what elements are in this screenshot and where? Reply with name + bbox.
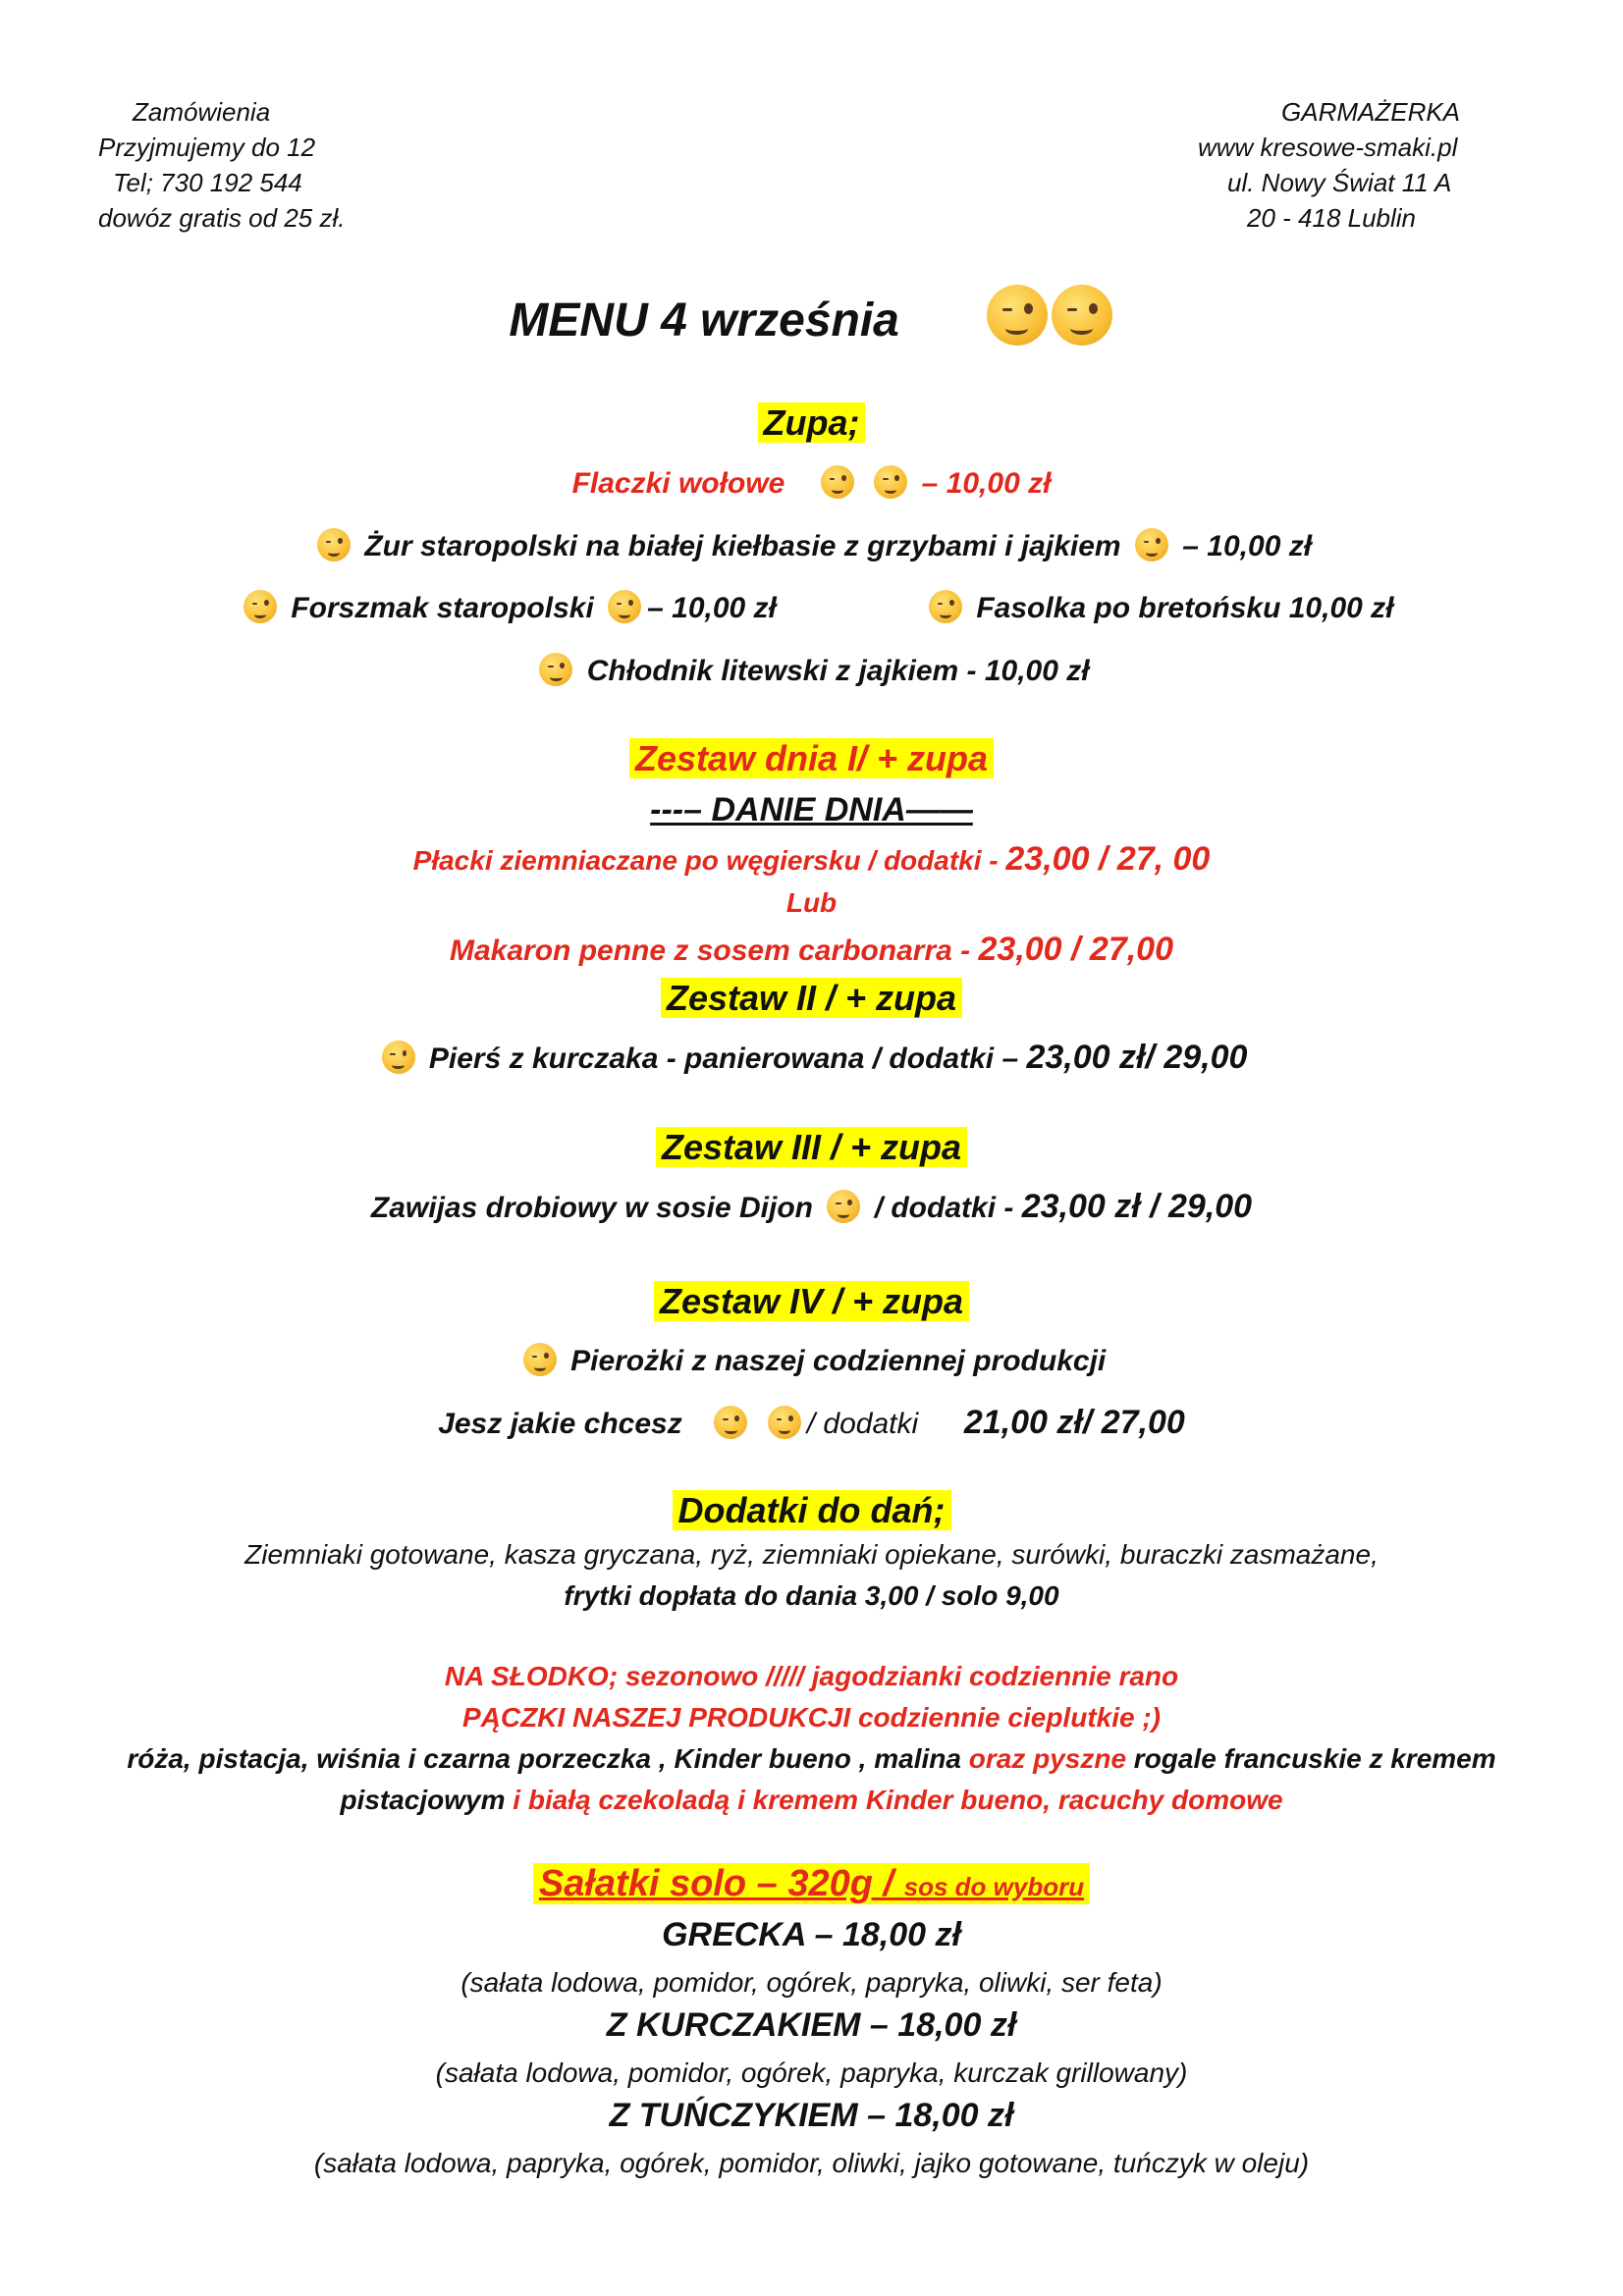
salad-3-name: Z TUŃCZYKIEM – 18,00 zł: [609, 2097, 1014, 2134]
header-left-line4: dowóz gratis od 25 zł.: [98, 203, 346, 233]
sweet-line-3-a: róża, pistacja, wiśnia i czarna porzeczka , Kinder bueno , malina: [127, 1743, 969, 1774]
set2-heading-row: [0, 978, 1623, 1019]
set3-dish: [0, 1188, 1623, 1226]
salads-heading-row: [0, 1863, 1623, 1905]
salads-heading-small: sos do wyboru: [903, 1872, 1085, 1901]
set1-heading: Zestaw dnia I/ + zupa: [629, 738, 994, 778]
sides-heading: Dodatki do dań;: [673, 1490, 951, 1530]
header-right-line1: GARMAŻERKA: [1281, 97, 1461, 127]
salads-heading-main: Sałatki solo – 320g /: [538, 1863, 904, 1904]
salad-1-desc: (sałata lodowa, pomidor, ogórek, papryka, oliwki, ser feta): [460, 1967, 1163, 1998]
soup-item-1-price: – 10,00 zł: [921, 467, 1052, 500]
header-left-phone: Tel; 730 192 544: [113, 168, 302, 197]
set4-heading: Zestaw IV / + zupa: [654, 1281, 969, 1321]
set3-dish-name: Zawijas drobiowy w sosie Dijon: [370, 1192, 813, 1224]
salad-3-desc: (sałata lodowa, papryka, ogórek, pomidor, oliwki, jajko gotowane, tuńczyk w oleju): [313, 2148, 1310, 2178]
salad-2-desc: (sałata lodowa, pomidor, ogórek, papryka, kurczak grillowany): [435, 2057, 1188, 2088]
winking-face-icon: [987, 285, 1048, 346]
soup-item-4-name: Fasolka po bretońsku 10,00 zł: [976, 592, 1394, 624]
header-left-line2: Przyjmujemy do 12: [98, 133, 316, 162]
set4-dish-name: Pierożki z naszej codziennej produkcji: [570, 1345, 1107, 1377]
set4-line2: [0, 1404, 1623, 1442]
soup-item-5: [0, 653, 1623, 688]
soup-item-5-name: Chłodnik litewski z jajkiem - 10,00 zł: [586, 655, 1090, 687]
sweet-line-1: NA SŁODKO; sezonowo ///// jagodzianki codziennie rano: [444, 1661, 1179, 1691]
menu-title: MENU 4 września: [509, 294, 899, 347]
winking-face-icon: [523, 1343, 557, 1376]
set4-line2-b: / dodatki: [806, 1408, 919, 1440]
soup-heading: Zupa;: [758, 402, 866, 443]
winking-face-icon: [874, 465, 907, 499]
header-left-line1: Zamówienia: [133, 97, 271, 127]
set2-dish-name: Pierś z kurczaka - panierowana / dodatki –: [428, 1042, 1027, 1075]
set1-dish-2: [0, 931, 1623, 969]
salad-1-name: GRECKA – 18,00 zł: [662, 1916, 961, 1953]
set1-dish-1: [0, 840, 1623, 879]
soup-item-2-name: Żur staropolski na białej kiełbasie z grzybami i jajkiem: [364, 530, 1121, 562]
set1-subheading: ---– DANIE DNIA——: [650, 791, 973, 828]
sides-heading-row: [0, 1490, 1623, 1531]
sweet-line-4: [0, 1785, 1623, 1816]
header-right-address: ul. Nowy Świat 11 A: [1227, 168, 1452, 197]
set3-dish-price: 23,00 zł / 29,00: [1021, 1188, 1253, 1225]
winking-face-icon: [243, 590, 277, 623]
salad-2-name: Z KURCZAKIEM – 18,00 zł: [606, 2006, 1017, 2044]
set2-dish: [0, 1039, 1623, 1077]
set1-dish-1-price: 23,00 / 27, 00: [1005, 840, 1211, 878]
header-right-city: 20 - 418 Lublin: [1247, 203, 1417, 233]
set4-dish: [0, 1343, 1623, 1378]
set4-price: 21,00 zł/ 27,00: [963, 1404, 1185, 1441]
winking-face-icon: [827, 1190, 860, 1223]
winking-face-icon: [1052, 285, 1112, 346]
winking-face-icon: [821, 465, 854, 499]
soup-item-2-price: – 10,00 zł: [1182, 530, 1313, 562]
sides-line-1: Ziemniaki gotowane, kasza gryczana, ryż, ziemniaki opiekane, surówki, buraczki zasmażane,: [244, 1539, 1379, 1570]
set1-dish-2-price: 23,00 / 27,00: [978, 931, 1174, 968]
winking-face-icon: [1135, 528, 1168, 561]
soup-item-1: [0, 465, 1623, 501]
set2-heading: Zestaw II / + zupa: [661, 978, 962, 1018]
soup-item-4: [923, 590, 1394, 625]
winking-face-icon: [608, 590, 641, 623]
set3-dish-extra: / dodatki -: [874, 1192, 1022, 1224]
salads-heading: [533, 1863, 1090, 1904]
sweet-line-4-a: pistacjowym: [340, 1785, 514, 1815]
winking-face-icon: [382, 1041, 415, 1074]
winking-face-icon: [714, 1406, 747, 1439]
sweet-line-3: [0, 1743, 1623, 1775]
soup-heading-row: [0, 402, 1623, 444]
winking-face-icon: [929, 590, 962, 623]
soup-item-1-name: Flaczki wołowe: [571, 467, 785, 500]
soup-item-3-name: Forszmak staropolski: [291, 592, 594, 624]
soup-item-3: [238, 590, 777, 625]
set1-dish-2-name: Makaron penne z sosem carbonarra -: [449, 934, 979, 967]
sides-line-2: frytki dopłata do dania 3,00 / solo 9,00: [564, 1580, 1059, 1611]
soup-item-3-price: – 10,00 zł: [647, 592, 777, 624]
set1-dish-1-name: Płacki ziemniaczane po węgiersku / dodatki -: [412, 845, 1006, 876]
header-left: [0, 94, 452, 236]
set4-heading-row: [0, 1281, 1623, 1322]
sweet-line-2: PĄCZKI NASZEJ PRODUKCJI codziennie cieplutkie ;): [462, 1702, 1161, 1733]
sweet-line-3-b: oraz pyszne: [968, 1743, 1134, 1774]
sweet-line-3-c: rogale francuskie z kremem: [1133, 1743, 1496, 1774]
winking-face-icon: [768, 1406, 801, 1439]
winking-face-icon: [317, 528, 351, 561]
set4-line2-a: Jesz jakie chcesz: [438, 1408, 682, 1440]
soup-item-2: [0, 528, 1623, 563]
set1-or: Lub: [785, 887, 838, 918]
set1-heading-row: [0, 738, 1623, 779]
set3-heading-row: [0, 1127, 1623, 1168]
set3-heading: Zestaw III / + zupa: [656, 1127, 967, 1167]
menu-title-row: [0, 285, 1623, 347]
sweet-line-4-b: i białą czekoladą i kremem Kinder bueno, racuchy domowe: [513, 1785, 1283, 1815]
set2-dish-price: 23,00 zł/ 29,00: [1026, 1039, 1248, 1076]
header-right: [1129, 94, 1542, 236]
header-right-website: www kresowe-smaki.pl: [1198, 133, 1458, 162]
winking-face-icon: [539, 653, 572, 686]
